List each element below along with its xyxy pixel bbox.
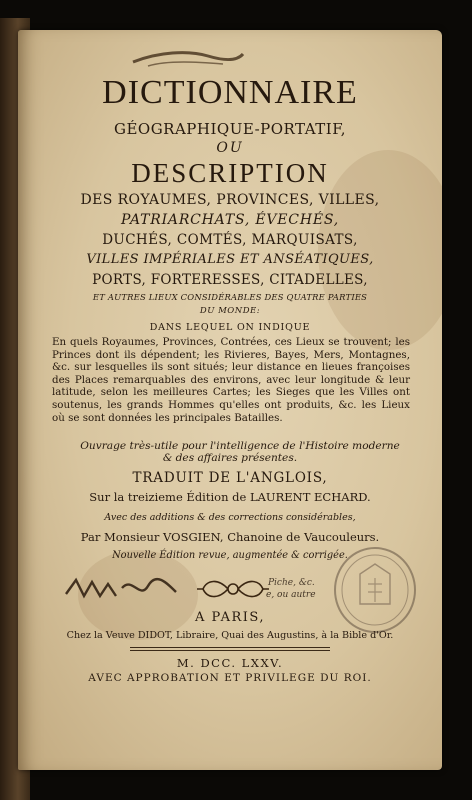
ouvrage-line-1: Ouvrage très-utile pour l'intelligence de l'Histoire moderne (80, 440, 400, 452)
divider-rule (130, 647, 330, 648)
year-line: M. DCC. LXXV. (176, 656, 284, 670)
handwritten-signature-icon (62, 572, 182, 606)
description-heading: DESCRIPTION (131, 158, 329, 188)
translation-line: TRADUIT DE L'ANGLOIS, (132, 470, 328, 486)
divider-rule (130, 650, 330, 651)
book-title: DICTIONNAIRE (102, 74, 358, 111)
title-line-1: DES ROYAUMES, PROVINCES, VILLES, (80, 192, 380, 208)
ouvrage-line-2: & des affaires présentes. (162, 452, 298, 464)
edition-line: Sur la treizieme Édition de LAURENT ECHARD. (89, 490, 371, 504)
book-subtitle: GÉOGRAPHIQUE-PORTATIF, (113, 120, 347, 138)
title-line-8: DANS LEQUEL ON INDIQUE (149, 322, 311, 333)
additions-line: Avec des additions & des corrections considérables, (104, 512, 356, 523)
handwritten-mark-icon (128, 42, 248, 72)
description-paragraph: En quels Royaumes, Provinces, Contrées, ces Lieux se trouvent; les Princes dont ils dépendent; les Rivieres, Bayes, Mers, Montagnes, &c. sur lesquelles ils sont situés; leur distance en lieues françoises des Places remarquables des environs, avec leur longitude & leur latitude, selon les meilleures Cartes; les Sieges que les Villes ont soutenus, les grands Hommes qu'elles ont produits, &c. les Lieux où se sont données les principales Batailles. (52, 336, 410, 424)
title-line-2: PATRIARCHATS, ÉVECHÉS, (121, 212, 339, 228)
fleuron-ornament-icon (193, 576, 273, 602)
stamp-fragment-1: Piche, &c. (268, 578, 315, 588)
title-line-6: ET AUTRES LIEUX CONSIDÉRABLES DES QUATRE PARTIES (92, 292, 368, 302)
stamp-fragment-2: e, ou autre (266, 590, 316, 600)
conjunction-ou: OU (216, 140, 244, 156)
author-line: Par Monsieur VOSGIEN, Chanoine de Vaucouleurs. (80, 530, 380, 544)
title-line-5: PORTS, FORTERESSES, CITADELLES, (92, 272, 368, 288)
title-page (18, 30, 442, 770)
city-line: A PARIS, (195, 610, 265, 625)
title-line-4: VILLES IMPÉRIALES ET ANSÉATIQUES, (86, 252, 374, 267)
publisher-line: Chez la Veuve DIDOT, Libraire, Quai des Augustins, à la Bible d'Or. (66, 630, 394, 641)
title-line-7: DU MONDE: (199, 306, 261, 316)
privilege-line: AVEC APPROBATION ET PRIVILEGE DU ROI. (88, 672, 372, 684)
title-line-3: DUCHÉS, COMTÉS, MARQUISATS, (102, 232, 358, 248)
nouvelle-edition-line: Nouvelle Édition revue, augmentée & corrigée. (112, 550, 348, 561)
